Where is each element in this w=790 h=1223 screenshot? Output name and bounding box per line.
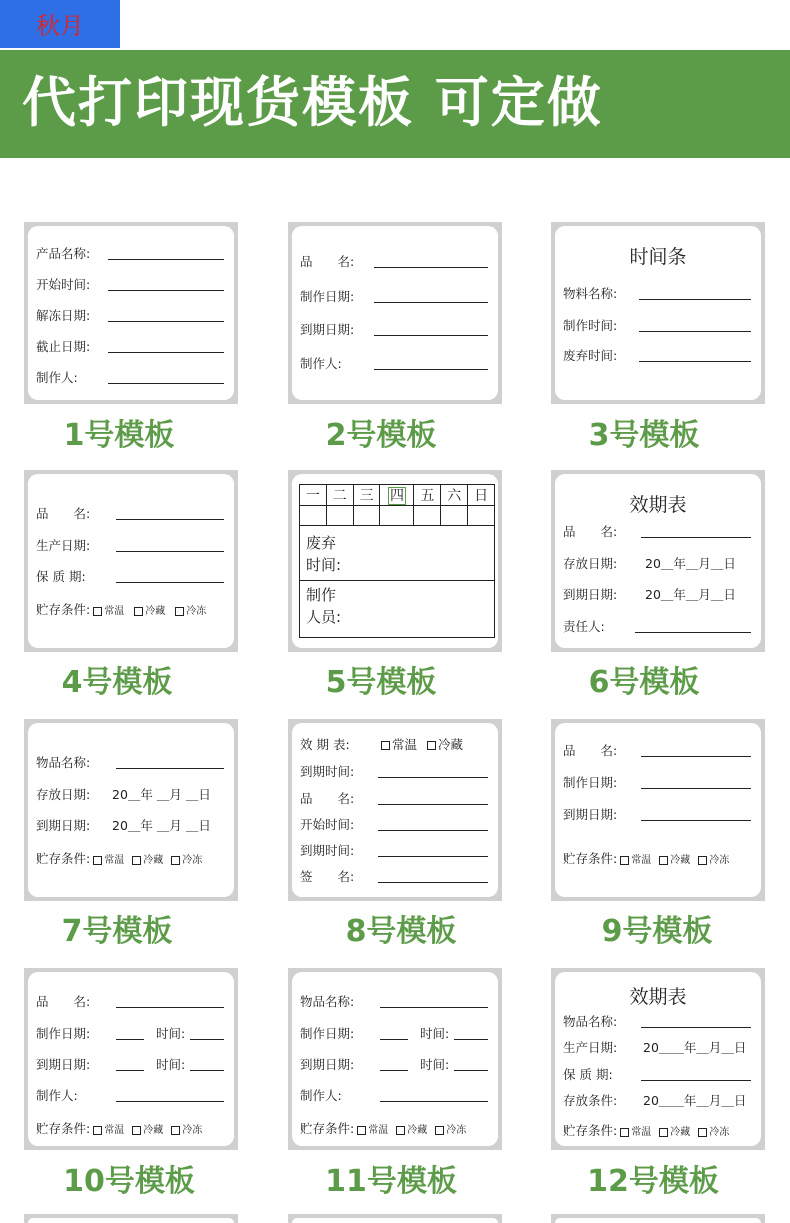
field-line (378, 856, 488, 857)
field-label: 存放条件: (563, 1093, 618, 1108)
field-label: 物品名称: (563, 1014, 618, 1029)
field-label: 到期时间: (300, 843, 355, 858)
checkbox (427, 741, 436, 750)
weekday-cell: 四 (380, 485, 414, 506)
storage-options (36, 849, 228, 867)
field-label: 截止日期: (36, 339, 91, 354)
option-label: 冷藏 (438, 737, 464, 752)
field-line (374, 335, 488, 336)
option-label: 常温 (104, 855, 125, 866)
field-line (639, 331, 751, 332)
checkbox (171, 1126, 180, 1135)
storage-label: 贮存条件: (300, 1121, 355, 1136)
date-placeholder: 20＿年＿月＿日 (645, 556, 736, 571)
checkbox (93, 856, 102, 865)
field-line (116, 582, 224, 583)
template-card-10 (24, 968, 238, 1150)
template-title: 时间条 (629, 246, 687, 268)
option-label: 冷冻 (182, 855, 203, 866)
option-label: 冷冻 (709, 855, 730, 866)
option-label: 冷冻 (709, 1127, 730, 1138)
template-card-12 (551, 968, 765, 1150)
field-label: 品 名: (563, 524, 618, 539)
option-label: 冷冻 (182, 1125, 203, 1136)
checkbox (93, 1126, 102, 1135)
option-label: 冷藏 (407, 1125, 428, 1136)
template-caption-11: 11号模板 (325, 1164, 457, 1199)
time-label: 时间: (156, 1057, 186, 1072)
field-label: 品 名: (563, 743, 618, 758)
field-line (641, 1080, 751, 1081)
field-line (641, 756, 751, 757)
field-label: 生产日期: (36, 538, 91, 553)
field-label: 品 名: (300, 791, 355, 806)
field-label: 到期时间: (300, 764, 355, 779)
field-line (380, 1039, 408, 1040)
field-label: 制作日期: (300, 289, 355, 304)
template-card-4 (24, 470, 238, 652)
field-label: 效 期 表: (300, 737, 350, 752)
option-label: 冷冻 (446, 1125, 467, 1136)
checkbox (659, 856, 668, 865)
field-label: 到期日期: (563, 587, 618, 602)
field-label: 制作日期: (563, 775, 618, 790)
field-line (116, 768, 224, 769)
divider (300, 580, 494, 581)
brand-badge: 秋月 (0, 0, 120, 48)
field-line (374, 369, 488, 370)
field-label: 废弃时间: (563, 348, 618, 363)
time-label: 时间: (420, 1057, 450, 1072)
storage-options (300, 1119, 492, 1137)
template-title: 效期表 (629, 494, 687, 516)
field-label: 物料名称: (563, 286, 618, 301)
weekday-cell: 二 (326, 485, 353, 506)
field-label: 存放日期: (563, 556, 618, 571)
field-label: 签 名: (300, 869, 355, 884)
maker-label-line2: 人员: (306, 608, 342, 626)
checkbox (171, 856, 180, 865)
field-line (380, 1101, 488, 1102)
template-caption-5: 5号模板 (325, 665, 437, 700)
field-label: 制作人: (36, 370, 78, 385)
template-caption-8: 8号模板 (345, 914, 457, 949)
field-line (639, 361, 751, 362)
template-card-7 (24, 719, 238, 901)
checkbox (93, 607, 102, 616)
template-card-3 (551, 222, 765, 404)
field-label: 品 名: (36, 506, 91, 521)
option-label: 常温 (631, 1127, 652, 1138)
date-placeholder: 20＿年 ＿月 ＿日 (112, 787, 211, 802)
weekday-table (299, 484, 495, 526)
field-label: 制作人: (36, 1088, 78, 1103)
date-placeholder: 20＿年 ＿月 ＿日 (112, 818, 211, 833)
checkbox (357, 1126, 366, 1135)
option-label: 常温 (631, 855, 652, 866)
storage-label: 贮存条件: (36, 602, 91, 617)
field-line (190, 1039, 224, 1040)
option-label: 冷藏 (143, 1125, 164, 1136)
field-line (108, 290, 224, 291)
field-label: 责任人: (563, 619, 605, 634)
field-label: 到期日期: (563, 807, 618, 822)
template-card-11 (288, 968, 502, 1150)
template-caption-1: 1号模板 (63, 418, 175, 453)
field-line (454, 1039, 488, 1040)
storage-options (563, 849, 755, 867)
option-label: 冷藏 (670, 855, 691, 866)
storage-label: 贮存条件: (36, 1121, 91, 1136)
option-label: 常温 (368, 1125, 389, 1136)
time-label: 时间: (420, 1026, 450, 1041)
storage-options (36, 1119, 228, 1137)
field-line (641, 537, 751, 538)
field-line (380, 1070, 408, 1071)
discard-label-line1: 废弃 (306, 534, 337, 552)
template-caption-9: 9号模板 (601, 914, 713, 949)
storage-label: 贮存条件: (563, 851, 618, 866)
date-placeholder: 20＿年＿月＿日 (645, 587, 736, 602)
field-label: 制作日期: (300, 1026, 355, 1041)
option-label: 冷冻 (186, 606, 207, 617)
weekday-cell: 五 (414, 485, 441, 506)
maker-label-line1: 制作 (306, 586, 337, 604)
field-line (641, 788, 751, 789)
checkbox (381, 741, 390, 750)
checkbox (132, 856, 141, 865)
field-label: 解冻日期: (36, 308, 91, 323)
checkbox (698, 856, 707, 865)
field-line (378, 830, 488, 831)
template-card-1 (24, 222, 238, 404)
field-label: 保 质 期: (36, 569, 86, 584)
field-label: 制作人: (300, 356, 342, 371)
field-label: 物品名称: (36, 755, 91, 770)
banner-title: 代打印现货模板 可定做 (22, 71, 603, 134)
checkbox (659, 1128, 668, 1137)
template-card-6 (551, 470, 765, 652)
field-line (635, 632, 751, 633)
weekday-cell: 三 (353, 485, 380, 506)
field-line (116, 1101, 224, 1102)
discard-maker-box (299, 526, 495, 638)
storage-label: 贮存条件: (563, 1123, 618, 1138)
field-line (116, 519, 224, 520)
field-label: 保 质 期: (563, 1067, 613, 1082)
field-line (108, 321, 224, 322)
field-line (374, 267, 488, 268)
field-label: 品 名: (36, 994, 91, 1009)
field-label: 到期日期: (36, 818, 91, 833)
checkbox (620, 1128, 629, 1137)
option-label: 常温 (392, 737, 418, 752)
field-line (454, 1070, 488, 1071)
field-label: 品 名: (300, 254, 355, 269)
template-caption-10: 10号模板 (63, 1164, 195, 1199)
field-line (378, 882, 488, 883)
time-label: 时间: (156, 1026, 186, 1041)
field-line (641, 1027, 751, 1028)
field-line (374, 302, 488, 303)
field-line (116, 1039, 144, 1040)
checkbox (396, 1126, 405, 1135)
checkbox (134, 607, 143, 616)
option-label: 冷藏 (145, 606, 166, 617)
checkbox (698, 1128, 707, 1137)
field-label: 制作时间: (563, 318, 618, 333)
field-label: 到期日期: (36, 1057, 91, 1072)
discard-label-line2: 时间: (306, 556, 342, 574)
template-card-partial (288, 1214, 502, 1223)
field-label: 产品名称: (36, 246, 91, 261)
field-line (378, 777, 488, 778)
checkbox (435, 1126, 444, 1135)
field-label: 到期日期: (300, 322, 355, 337)
option-label: 常温 (104, 606, 125, 617)
template-caption-12: 12号模板 (587, 1164, 719, 1199)
template-caption-7: 7号模板 (61, 914, 173, 949)
field-label: 开始时间: (36, 277, 91, 292)
weekday-cell: 一 (300, 485, 327, 506)
option-label: 常温 (104, 1125, 125, 1136)
field-line (116, 551, 224, 552)
field-line (108, 383, 224, 384)
template-card-8 (288, 719, 502, 901)
weekday-cell: 日 (468, 485, 495, 506)
field-label: 制作日期: (36, 1026, 91, 1041)
field-line (108, 352, 224, 353)
temp-options (378, 735, 463, 753)
checkbox (620, 856, 629, 865)
checkbox (132, 1126, 141, 1135)
template-card-partial (24, 1214, 238, 1223)
field-label: 存放日期: (36, 787, 91, 802)
template-card-5 (288, 470, 502, 652)
template-caption-6: 6号模板 (588, 665, 700, 700)
field-line (378, 804, 488, 805)
field-line (116, 1070, 144, 1071)
field-line (641, 820, 751, 821)
template-caption-4: 4号模板 (61, 665, 173, 700)
field-label: 物品名称: (300, 994, 355, 1009)
storage-label: 贮存条件: (36, 851, 91, 866)
field-line (190, 1070, 224, 1071)
template-card-2 (288, 222, 502, 404)
template-caption-3: 3号模板 (588, 418, 700, 453)
checkbox (175, 607, 184, 616)
weekday-cell: 六 (441, 485, 468, 506)
field-label: 制作人: (300, 1088, 342, 1103)
field-line (380, 1007, 488, 1008)
field-line (116, 1007, 224, 1008)
template-caption-2: 2号模板 (325, 418, 437, 453)
date-placeholder: 20＿＿年＿月＿日 (643, 1093, 747, 1108)
field-label: 生产日期: (563, 1040, 618, 1055)
template-card-partial (551, 1214, 765, 1223)
storage-options (563, 1121, 755, 1139)
option-label: 冷藏 (143, 855, 164, 866)
option-label: 冷藏 (670, 1127, 691, 1138)
field-line (108, 259, 224, 260)
template-title: 效期表 (629, 986, 687, 1008)
storage-options (36, 600, 228, 618)
template-card-9 (551, 719, 765, 901)
field-label: 开始时间: (300, 817, 355, 832)
field-line (639, 299, 751, 300)
date-placeholder: 20＿＿年＿月＿日 (643, 1040, 747, 1055)
field-label: 到期日期: (300, 1057, 355, 1072)
